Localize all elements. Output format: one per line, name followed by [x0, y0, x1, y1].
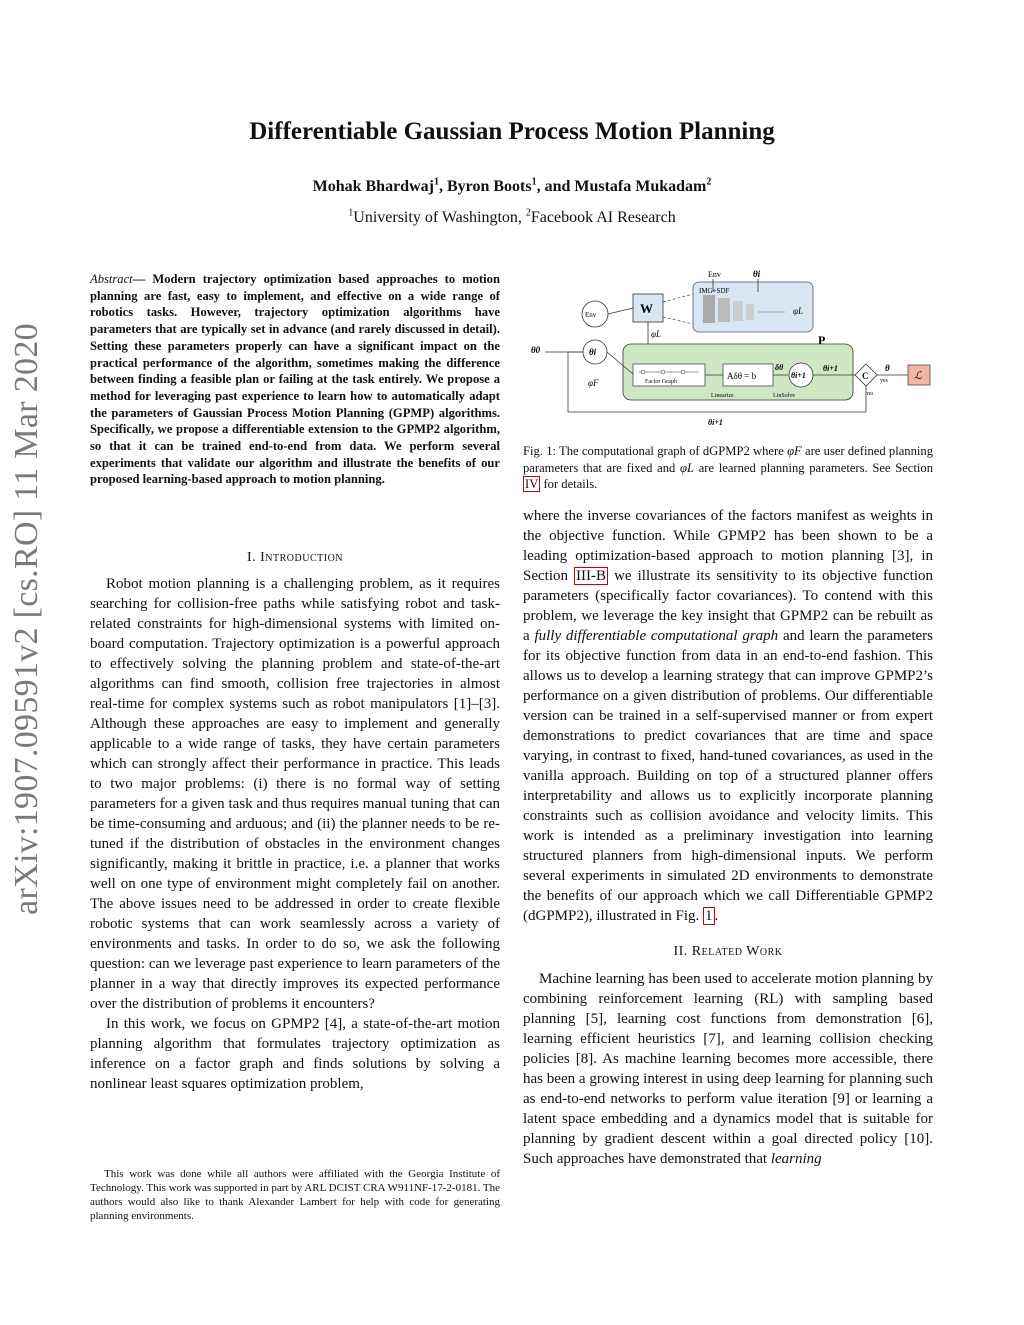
paper-title: Differentiable Gaussian Process Motion Planning: [249, 118, 775, 145]
abstract-text: Modern trajectory optimization based approaches to motion planning are fast, easy to implement, and effective on a wide range of robotics tasks. However, trajectory optimization algorithms have parameters that are typically set in advance (and rarely discussed in detail). Setting these parameters properly can have a significant impact on the practical performance of the algorithm, sometimes making the difference between finding a feasible plan or failing at the task entirely. We propose a method for leveraging past experience to learn how to automatically adapt the parameters of Gaussian Process Motion Planning (GPMP) algorithms. Specifically, we propose a differentiable extension to the GPMP2 algorithm, so that it can be trained end-to-end from data. We perform several experiments that validate our algorithm and illustrate the benefits of our proposed learning-based approach to motion planning.: [90, 272, 500, 487]
img-sdf-label: IMG+SDF: [699, 287, 730, 295]
linearize-label: Linearize: [711, 393, 734, 399]
footnote: This work was done while all authors were affiliated with the Georgia Institute of Technology. This work was supported in part by ARL DCIST CRA W911NF-17-2-0181. The authors would also like to thank Alexander Lambert for help with code for generating planning environments.: [90, 1168, 500, 1222]
section-heading-introduction: I. Introduction: [246, 550, 344, 565]
yes-label: yes: [880, 378, 888, 384]
env-node-label: Env: [585, 311, 597, 319]
figure-computational-graph: [523, 262, 938, 437]
author-name: Byron Boots: [446, 178, 532, 195]
phi-l-mid-label: φL: [651, 329, 661, 339]
figure-caption: Fig. 1: The computational graph of dGPMP2 where φF are user defined planning parameters that are fixed and φL are learned planning parameters. See Section IV for details.: [523, 444, 933, 491]
p-label: P: [818, 333, 826, 347]
w-node-label: W: [640, 301, 653, 316]
author-name: Mustafa Mukadam: [574, 178, 707, 195]
section-iii-b-link[interactable]: III-B: [576, 568, 607, 584]
theta-ip1-out-label: θi+1: [823, 364, 838, 373]
paragraph: where the inverse covariances of the factors manifest as weights in the objective function. While GPMP2 has been shown to be a leading optimization-based approach to motion planning [3], in Section III-B we illustrate its sensitivity to its objective function parameters (specifically factor covariances). To contend with this problem, we leverage the key insight that GPMP2 can be rebuilt as a fully differentiable computational graph and learn the parameters for its objective function from data in an end-to-end fashion. This allows us to develop a learning strategy that can improve GPMP2’s performance on a given distribution of problems. Our differentiable version can be trained in a self-supervised manner or from expert demonstrations to predict covariances that are time and space varying, in contrast to fixed, hand-tuned covariances, as used in the vanilla approach. Building on top of a structured planner offers interpretability and allows us to explicitly incorporate planning constraints such as collision avoidance and velocity limits. This work is intended as a preliminary investigation into learning structured planners from high-dimensional inputs. We perform several experiments in simulated 2D environments to demonstrate the benefits of our approach which we call Differentiable GPMP2 (dGPMP2), illustrated in Fig. 1 .: [523, 508, 934, 924]
no-label: no: [867, 391, 873, 397]
affiliations: $^1$University of Washington, $^2$Facebook AI Research: [348, 207, 676, 226]
paragraph: Robot motion planning is a challenging problem, as it requires searching for collision-free paths while satisfying robot and task-related constraints for high-dimensional systems with limited on-board computation. Trajectory optimization is a powerful approach to effectively solving the planning problem and state-of-the-art algorithms can find smooth, collision free trajectories in almost real-time for complex systems such as robot manipulators [1]–[3]. Although these approaches are easy to implement and generally applicable to a wide range of tasks, they have certain parameters which can strongly affect their performance in practice. This leads to two major problems: (i) there is no formal way of setting parameters for a given task and thus requires manual tuning that can be time-consuming and arduous; and (ii) the planner needs to be re-tuned if the distribution of obstacles in the environment changes significantly, making it brittle in practice, i.e. a planner that works well on one type of environment might completely fail on another. The above issues need to be addressed in order to create flexible robotic systems that can work seamlessly across a variety of environments and tasks. In order to do so, we ask the following question: can we leverage past experience to learn parameters of the planner in a way that directly improves its expected performance over the distribution of problems it encounters?: [90, 576, 500, 1012]
figure-1-link[interactable]: 1: [705, 908, 713, 924]
loss-label: ℒ: [914, 370, 922, 382]
theta-ip1-bottom-label: θi+1: [708, 418, 723, 427]
env-top-label: Env: [708, 270, 721, 279]
arxiv-identifier: arXiv:1907.09591v2 [cs.RO] 11 Mar 2020: [8, 323, 45, 915]
phi-f-label: φF: [588, 378, 599, 388]
abstract: Abstract— Modern trajectory optimization based approaches to motion planning are fast, easy to implement, and effective on a wide range of robotics tasks. However, trajectory optimization algorithms have parameters that are typically set in advance (and rarely discussed in detail). Setting these parameters properly can have a significant impact on the practical performance of the algorithm, sometimes making the difference between finding a feasible plan or failing at the task entirely. We propose a method for leveraging past experience to learn how to automatically adapt the parameters of Gaussian Process Motion Planning (GPMP) algorithms. Specifically, we propose a differentiable extension to the GPMP2 algorithm, so that it can be trained end-to-end from data. We perform several experiments that validate our algorithm and illustrate the benefits of our proposed learning-based approach to motion planning.: [90, 272, 500, 487]
author-name: Mohak Bhardwaj: [312, 178, 434, 195]
theta0-label: θ0: [531, 345, 541, 355]
paragraph: Machine learning has been used to accelerate motion planning by combining reinforcement learning (RL) with sampling based planning [5], learning cost functions from demonstration [6], learning efficient heuristics [7], and learning collision checking policies [8]. As machine learning becomes more accessible, there has been a growing interest in using deep learning for planning such as end-to-end networks to perform value iteration [9] or learning a latent space embedding and a dynamics model that is suitable for planning by gradient descent within a goal directed policy [10]. Such approaches have demonstrated that learning: [523, 971, 933, 1167]
abstract-label: Abstract: [90, 272, 133, 286]
author-list: Mohak Bhardwaj$^1$, Byron Boots$^1$, and Mustafa Mukadam$^2$: [312, 176, 712, 195]
factor-graph-label: Factor Graph: [645, 379, 677, 385]
right-column-body: [523, 506, 933, 1169]
theta-ip1-node-label: θi+1: [791, 371, 806, 380]
theta-out-label: θ: [885, 363, 890, 373]
theta-i-top-label: θi: [753, 269, 761, 279]
phi-l-right-label: φL: [793, 306, 803, 316]
c-node-label: C: [862, 371, 869, 381]
dtheta-label: δθ: [775, 363, 784, 372]
theta-i-node-label: θi: [589, 347, 597, 357]
left-column-body: [90, 548, 500, 1094]
section-heading-related-work: II. Related Work: [673, 944, 783, 959]
linsolve-label: LinSolve: [773, 393, 795, 399]
section-iv-link[interactable]: IV: [525, 477, 539, 491]
linsys-label: Aδθ = b: [727, 371, 757, 381]
paragraph: In this work, we focus on GPMP2 [4], a state-of-the-art motion planning algorithm that formulates trajectory optimization as inference on a factor graph and finds solutions by solving a nonlinear least squares optimization problem,: [90, 1016, 500, 1092]
